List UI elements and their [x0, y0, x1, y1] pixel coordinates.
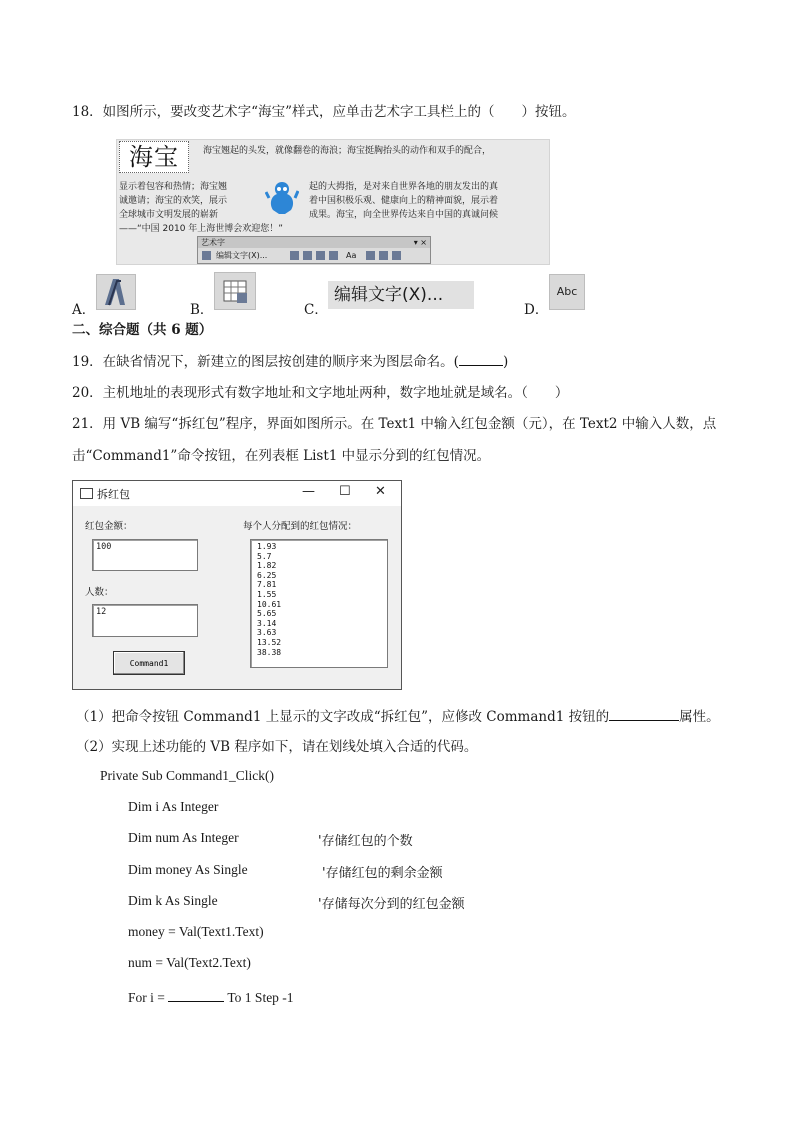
close-icon[interactable]: ✕ [375, 484, 386, 499]
code-comment: '存储每次分到的红包金额 [318, 897, 465, 912]
question-21-sub2: （2）实现上述功能的 VB 程序如下，请在划线处填入合适的代码。 [76, 739, 478, 755]
figure-text-line: 全球城市文明发展的崭新 [119, 210, 219, 220]
list-item: 6.25 [257, 570, 277, 580]
list-item: 3.63 [257, 628, 277, 638]
answer-blank[interactable] [168, 987, 224, 1002]
command1-button[interactable]: Command1 [113, 651, 185, 675]
code-line: money = Val(Text1.Text) [128, 924, 264, 939]
question-19 [72, 351, 508, 372]
section-heading: 二、综合题（共 6 题） [72, 322, 213, 338]
window-titlebar [73, 481, 401, 506]
answer-blank[interactable] [459, 351, 503, 366]
alignment-icon[interactable] [379, 251, 388, 260]
list-item: 1.93 [257, 542, 277, 551]
list-item: 13.52 [257, 637, 282, 647]
wordart-figure [116, 139, 550, 265]
text2-input[interactable]: 12 [92, 604, 198, 637]
wrap-text-icon[interactable] [329, 251, 338, 260]
character-spacing-icon[interactable] [392, 251, 401, 260]
list-item: 5.65 [257, 609, 277, 619]
figure-text-line: 成果。海宝，向全世界传达来自中国的真诚问候 [309, 210, 499, 220]
list-item: 10.61 [257, 599, 282, 609]
edit-text-button[interactable]: 编辑文字(X)... [216, 251, 268, 260]
sub1-text: （1）把命令按钮 Command1 上显示的文字改成“拆红包”，应修改 Command1 按钮的 [76, 709, 610, 725]
toolbar-titlebar [198, 237, 430, 248]
option-a-label: A． [72, 302, 96, 318]
answer-blank[interactable] [609, 706, 679, 721]
same-letter-heights-button[interactable]: Aa [346, 251, 357, 260]
text1-input[interactable]: 100 [92, 539, 198, 571]
figure-text-line: 海宝翘起的头发，就像翻卷的海浪；海宝挺胸抬头的动作和双手的配合， [203, 146, 492, 156]
abc-shape-icon: Abc [549, 274, 585, 310]
app-icon [80, 488, 93, 499]
code-comment: '存储红包的个数 [318, 834, 413, 849]
minimize-icon[interactable]: — [302, 484, 315, 499]
question-20: 20．主机地址的表现形式有数字地址和文字地址两种，数字地址就是域名。（ ） [72, 385, 569, 401]
figure-text-line: 起的大拇指，是对来自世界各地的朋友发出的真 [309, 182, 499, 192]
edit-text-button-image: 编辑文字(X)... [328, 281, 474, 309]
format-wordart-icon [214, 272, 256, 310]
question-21-line2: 击“Command1”命令按钮，在列表框 List1 中显示分到的红包情况。 [72, 448, 491, 464]
list-item: 7.81 [257, 580, 277, 590]
code-line [128, 987, 294, 1006]
list-item: 3.14 [257, 618, 277, 628]
question-21-sub1 [76, 706, 720, 727]
sub1-text-end: 属性。 [679, 709, 720, 725]
amount-label: 红包金额： [85, 521, 133, 532]
list-label: 每个人分配到的红包情况： [243, 521, 358, 532]
list-item: 5.7 [257, 551, 272, 561]
vertical-text-icon[interactable] [366, 251, 375, 260]
list-item: 1.82 [257, 561, 277, 571]
code-for-start: For i = [128, 990, 169, 1005]
vb-window [72, 480, 402, 690]
wordart-haibao: 海宝 [119, 141, 189, 173]
wordart-toolbar [197, 236, 431, 264]
list-item: 1.55 [257, 589, 277, 599]
insert-wordart-icon[interactable] [202, 251, 211, 260]
figure-text-line: 显示着包容和热情；海宝翘 [119, 182, 228, 192]
list-item: 38.38 [257, 647, 282, 657]
people-label: 人数： [85, 587, 114, 598]
code-line: Dim i As Integer [128, 799, 219, 814]
question-18: 18．如图所示，要改变艺术字“海宝”样式，应单击艺术字工具栏上的（ ）按钮。 [72, 104, 576, 120]
wordart-shape-icon[interactable] [316, 251, 325, 260]
haibao-mascot-icon [265, 180, 299, 216]
option-d-label: D． [524, 302, 549, 318]
window-title: 拆红包 [97, 488, 130, 501]
code-line: Dim k As Single [128, 893, 218, 908]
code-line: Private Sub Command1_Click() [100, 768, 274, 783]
figure-text-line: 诚邀请；海宝的欢笑，展示 [119, 196, 228, 206]
code-line: Dim money As Single [128, 862, 248, 877]
code-line: Dim num As Integer [128, 830, 239, 845]
question-19-text: 19．在缺省情况下，新建立的图层按创建的顺序来为图层命名。( [72, 354, 459, 370]
code-line: num = Val(Text2.Text) [128, 955, 251, 970]
option-b-label: B． [190, 302, 214, 318]
list1-listbox[interactable] [250, 539, 388, 668]
wordart-gallery-icon [96, 274, 136, 310]
toolbar-title: 艺术字 [201, 238, 225, 247]
option-c-label: C． [304, 302, 328, 318]
code-comment: '存储红包的剩余金额 [322, 866, 443, 881]
toolbar-window-controls[interactable]: ▾ × [413, 238, 427, 247]
wordart-gallery-icon[interactable] [290, 251, 299, 260]
figure-text-line: 着中国积极乐观、健康向上的精神面貌，展示着 [309, 196, 499, 206]
code-for-end: To 1 Step -1 [224, 990, 294, 1005]
question-21-line1: 21．用 VB 编写“拆红包”程序，界面如图所示。在 Text1 中输入红包金额（元），在 Text2 中输入人数，点 [72, 416, 717, 432]
format-wordart-icon[interactable] [303, 251, 312, 260]
maximize-icon[interactable]: ☐ [339, 484, 351, 499]
question-19-close: ) [502, 354, 509, 370]
figure-text-line: ——“中国 2010 年上海世博会欢迎您！” [119, 224, 283, 234]
